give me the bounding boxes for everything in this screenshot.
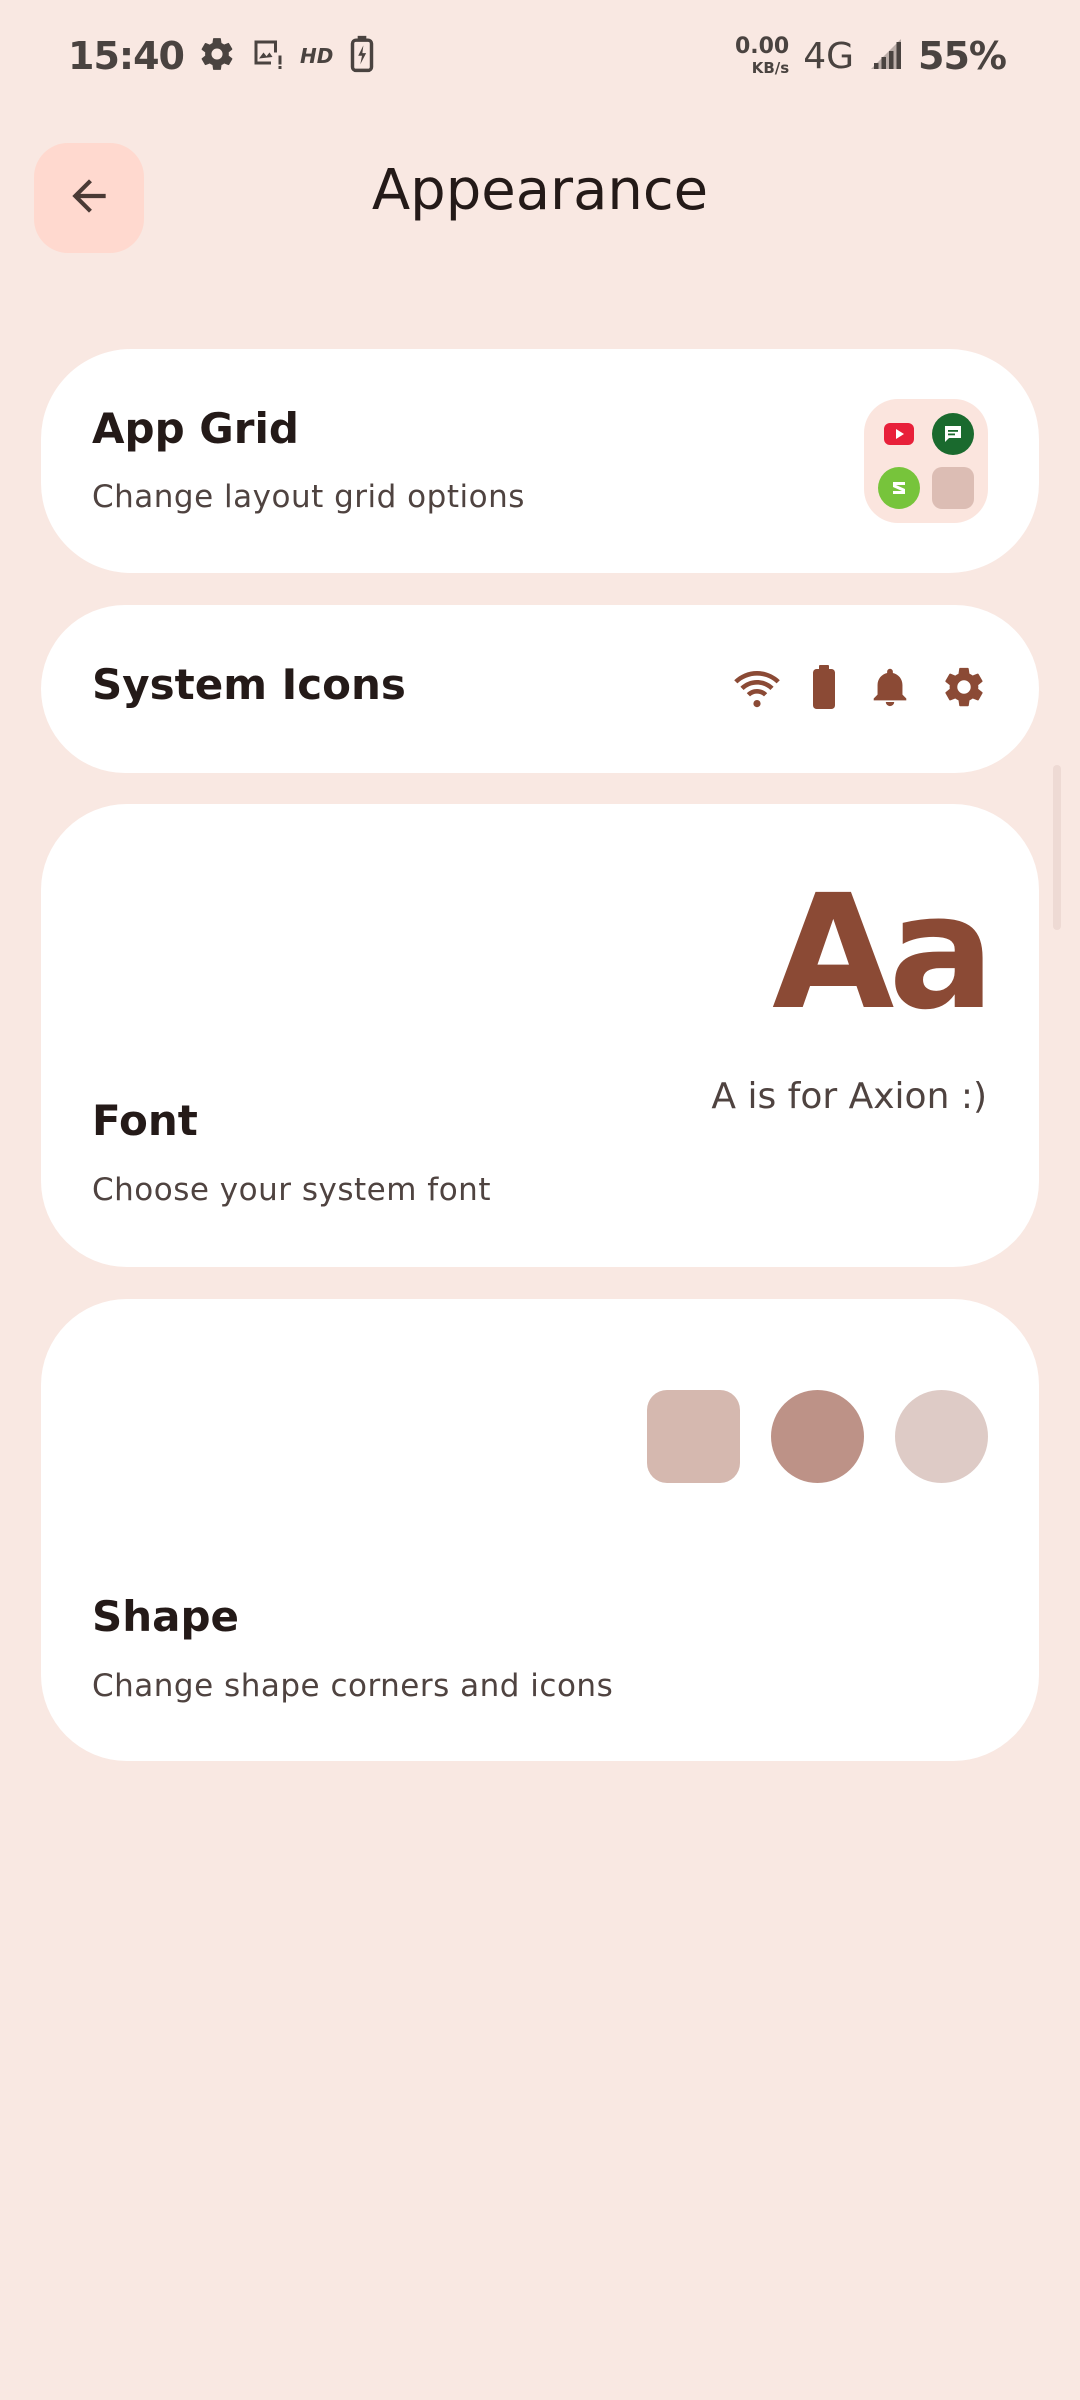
- image-alert-icon: [250, 36, 286, 76]
- network-type: 4G: [803, 35, 855, 77]
- network-speed-value: 0.00: [734, 34, 790, 59]
- bell-icon: [867, 664, 913, 714]
- hd-icon: HD: [299, 44, 334, 68]
- scrollbar[interactable]: [1053, 765, 1061, 930]
- app-grid-card[interactable]: [41, 349, 1039, 573]
- placeholder-app-icon: [932, 467, 974, 509]
- shape-subtitle: Change shape corners and icons: [92, 1668, 614, 1704]
- system-icons-card[interactable]: [41, 605, 1039, 773]
- app-grid-preview: [864, 399, 988, 523]
- battery-charging-icon: [347, 35, 377, 77]
- signal-icon: [868, 36, 904, 76]
- shape-swatch-rounded-square: [647, 1390, 740, 1483]
- battery-percent: 55%: [918, 34, 1006, 78]
- shape-swatch-circle: [771, 1390, 864, 1483]
- green-app-icon: [878, 467, 920, 509]
- gear-icon: [941, 664, 987, 714]
- app-grid-subtitle: Change layout grid options: [92, 479, 525, 515]
- font-title: Font: [92, 1096, 198, 1145]
- battery-icon: [809, 663, 839, 715]
- font-caption: A is for Axion :): [711, 1076, 987, 1117]
- shape-title: Shape: [92, 1592, 240, 1641]
- shape-card[interactable]: [41, 1299, 1039, 1761]
- app-grid-title: App Grid: [92, 404, 299, 453]
- font-sample: Aa: [772, 861, 989, 1045]
- status-bar: [0, 0, 1080, 110]
- system-icons-preview: [733, 661, 987, 717]
- page-title: Appearance: [371, 158, 709, 223]
- settings-icon: [198, 35, 236, 77]
- messages-icon: [932, 413, 974, 455]
- network-speed: [735, 36, 789, 76]
- youtube-icon: [878, 413, 920, 455]
- system-icons-title: System Icons: [92, 660, 406, 709]
- font-card[interactable]: [41, 804, 1039, 1267]
- font-subtitle: Choose your system font: [92, 1172, 491, 1208]
- wifi-icon: [733, 663, 781, 715]
- status-bar-left: [68, 28, 377, 84]
- shape-swatch-circle-light: [895, 1390, 988, 1483]
- network-speed-unit: KB/s: [751, 59, 790, 77]
- status-time: 15:40: [68, 34, 184, 78]
- status-bar-right: [735, 28, 1006, 84]
